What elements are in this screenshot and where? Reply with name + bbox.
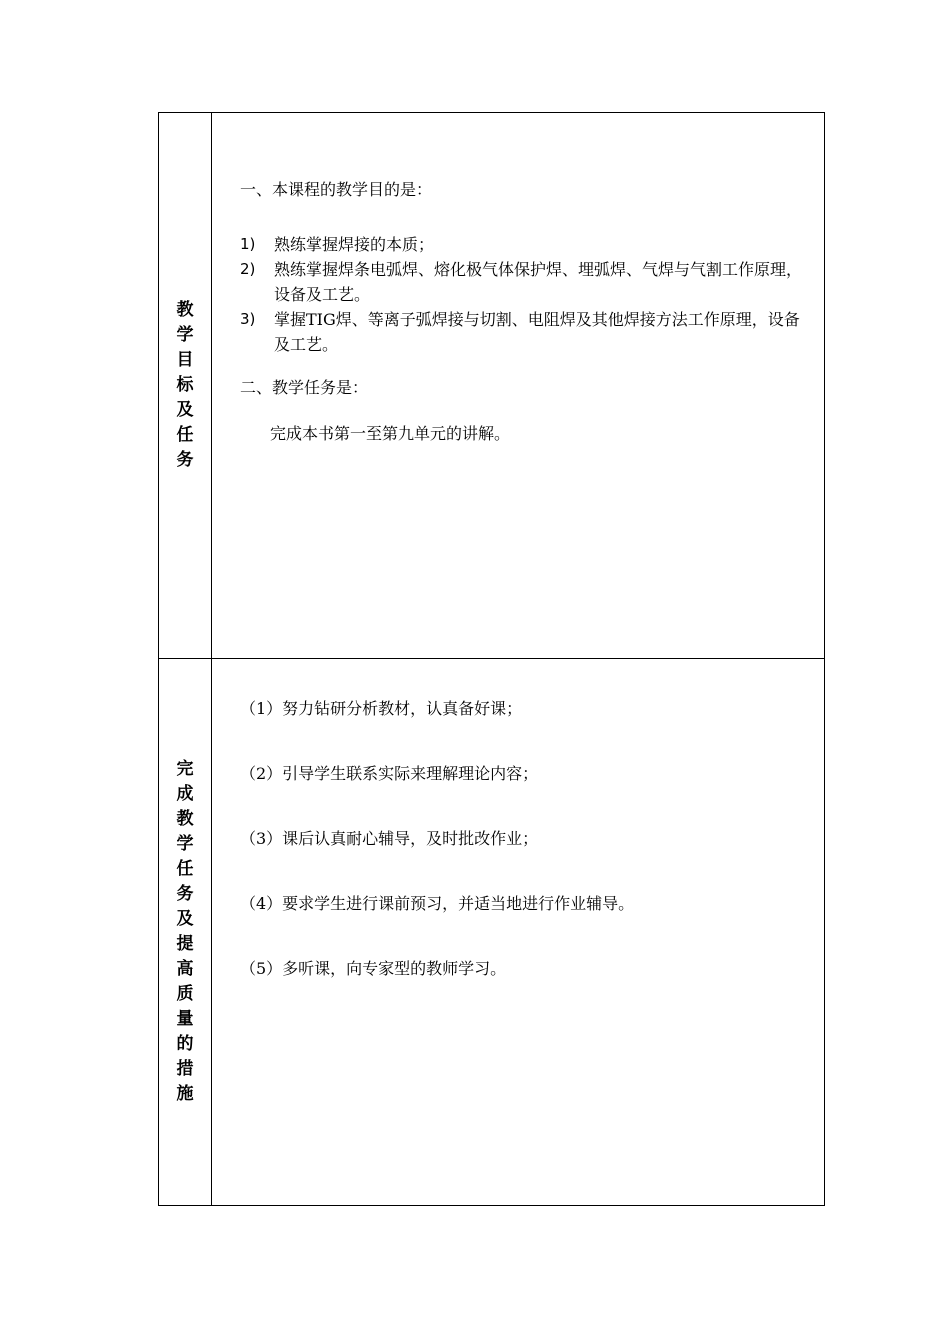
list-item-number: 1)	[240, 235, 256, 253]
goals-label-cell	[159, 113, 212, 659]
measures-label-char: 完	[176, 759, 194, 779]
goals-heading-1: 一、本课程的教学目的是：	[240, 180, 433, 199]
measures-label-char: 任	[176, 859, 194, 879]
measures-label-char: 施	[176, 1084, 194, 1104]
list-item-text: 熟练掌握焊条电弧焊、熔化极气体保护焊、埋弧焊、气焊与气割工作原理，设备及工艺。	[274, 260, 803, 304]
goals-content	[212, 113, 824, 722]
list-item	[240, 232, 814, 257]
measures-label-char: 及	[176, 909, 194, 929]
measures-label-char: 务	[176, 884, 194, 904]
list-item-text: 熟练掌握焊接的本质；	[274, 235, 435, 254]
measures-label-char: 高	[176, 959, 194, 979]
goals-label-char: 及	[176, 400, 194, 420]
measures-label-char: 学	[176, 834, 194, 854]
goals-list	[240, 232, 814, 357]
measure-item: （1）努力钻研分析教材，认真备好课；	[240, 699, 523, 718]
list-item	[240, 307, 814, 357]
goals-row	[159, 113, 825, 659]
measure-item: （2）引导学生联系实际来理解理论内容；	[240, 764, 539, 783]
measures-label-cell	[159, 659, 212, 1206]
measures-content	[212, 659, 824, 1242]
measure-item: （4）要求学生进行课前预习，并适当地进行作业辅导。	[240, 894, 635, 913]
measures-label	[159, 757, 211, 1107]
measures-row	[159, 659, 825, 1206]
goals-label-char: 学	[176, 325, 194, 345]
list-item-number: 3)	[240, 310, 256, 328]
teaching-plan-table	[158, 112, 825, 1206]
measures-label-char: 措	[176, 1059, 194, 1079]
measures-label-char: 质	[176, 984, 194, 1004]
measures-label-char: 成	[176, 784, 194, 804]
goals-content-cell	[212, 113, 825, 659]
list-item-text: 掌握TIG焊、等离子弧焊接与切割、电阻焊及其他焊接方法工作原理，设备及工艺。	[274, 310, 800, 354]
goals-label-char: 任	[176, 425, 194, 445]
measures-content-cell	[212, 659, 825, 1206]
measures-label-char: 量	[176, 1009, 194, 1029]
measure-item: （3）课后认真耐心辅导，及时批改作业；	[240, 829, 539, 848]
list-item	[240, 257, 814, 307]
measures-label-char: 提	[176, 934, 194, 954]
goals-label-char: 目	[176, 350, 194, 370]
list-item-number: 2)	[240, 260, 256, 278]
measures-label-char: 的	[176, 1034, 194, 1054]
goals-label	[159, 298, 211, 473]
goals-task-text: 完成本书第一至第九单元的讲解。	[270, 424, 511, 443]
measures-label-char: 教	[176, 809, 194, 829]
measure-item: （5）多听课，向专家型的教师学习。	[240, 959, 507, 978]
goals-label-char: 标	[176, 375, 194, 395]
goals-label-char: 教	[176, 300, 194, 320]
goals-label-char: 务	[176, 450, 194, 470]
goals-heading-2: 二、教学任务是：	[240, 378, 369, 397]
